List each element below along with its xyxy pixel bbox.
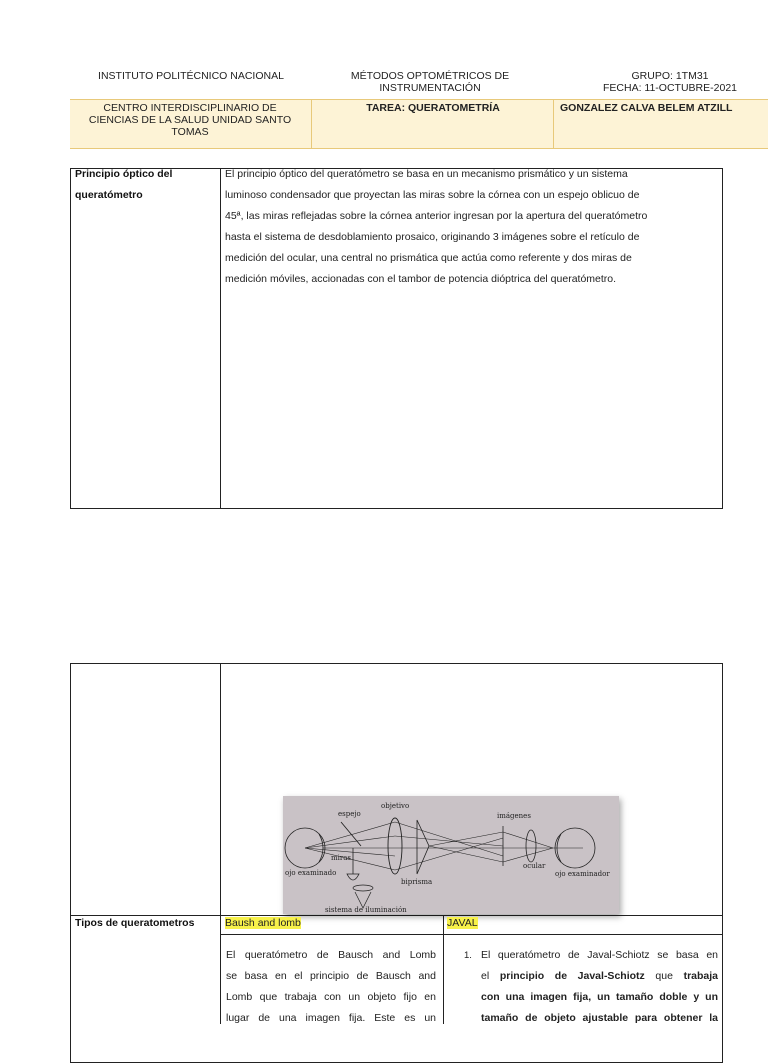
label-espejo: espejo xyxy=(338,810,361,818)
keratometer-diagram-svg xyxy=(283,796,619,914)
javal-text-span: el xyxy=(481,970,500,982)
band-center-line1: CENTRO INTERDISCIPLINARIO DE xyxy=(103,102,277,114)
header-subject xyxy=(315,70,545,94)
types-label: Tipos de queratometros xyxy=(75,917,195,929)
javal-text xyxy=(481,945,718,1029)
principle-line: El principio óptico del queratómetro se basa en un mecanismo prismático y un sistema xyxy=(225,168,628,180)
baush-line: El queratómetro de Bausch and Lomb xyxy=(226,949,436,961)
label-ojo-examinado: ojo examinado xyxy=(285,869,337,877)
label-iluminacion: sistema de iluminación xyxy=(325,906,407,914)
header-group: GRUPO: 1TM31 xyxy=(631,70,709,82)
javal-text-span: que xyxy=(644,970,684,982)
label-ojo-examinador: ojo examinador xyxy=(555,870,610,878)
javal-line: El queratómetro de Javal-Schiotz se basa en xyxy=(481,949,718,961)
principle-label-line1: Principio óptico del xyxy=(75,168,173,180)
principle-label-line2: queratómetro xyxy=(75,189,143,201)
band-center-line2: CIENCIAS DE LA SALUD UNIDAD SANTO xyxy=(88,114,292,126)
types-col2-title xyxy=(447,913,478,934)
label-ocular: ocular xyxy=(523,862,546,870)
javal-line: con una imagen fija, un tamaño doble y un xyxy=(481,991,718,1003)
label-biprisma: biprisma xyxy=(401,878,433,886)
principle-line: medición del ocular, una central no prismática que actúa como referente y dos miras de xyxy=(225,252,632,264)
javal-bold-span: trabaja xyxy=(683,970,719,982)
principle-text xyxy=(225,164,720,290)
band-divider xyxy=(553,100,554,148)
header-subject-line2: INSTRUMENTACIÓN xyxy=(379,82,481,94)
principle-line: luminoso condensador que proyectan las miras sobre la córnea con un espejo oblicuo de xyxy=(225,189,640,201)
label-objetivo: objetivo xyxy=(381,802,410,810)
types-table-divider xyxy=(220,663,221,1024)
baush-text xyxy=(226,945,436,1029)
label-miras: miras xyxy=(331,854,351,862)
types-subheader-divider xyxy=(220,934,723,935)
band-center-line3: TOMAS xyxy=(171,126,209,138)
header-date: FECHA: 11-OCTUBRE-2021 xyxy=(602,82,737,94)
javal-list-number: 1. xyxy=(464,950,472,961)
band-task: TAREA: QUERATOMETRÍA xyxy=(366,102,500,114)
principle-line: hasta el sistema de desdoblamiento prosaico, originando 3 imágenes sobre el retículo de xyxy=(225,231,640,243)
header-subject-line1: MÉTODOS OPTOMÉTRICOS DE xyxy=(350,70,510,82)
principle-table-divider xyxy=(220,168,221,509)
baush-line: Lomb que trabaja con un objeto fijo en xyxy=(226,991,436,1003)
types-col-divider xyxy=(443,915,444,1024)
javal-principle-span: principio de Javal-Schiotz xyxy=(499,970,645,982)
types-col1-title xyxy=(225,913,301,934)
javal-title: JAVAL xyxy=(447,917,478,929)
javal-line: tamaño de objeto ajustable para obtener la xyxy=(481,1012,718,1024)
label-imagenes: imágenes xyxy=(497,812,531,820)
baush-title: Baush and lomb xyxy=(225,917,301,929)
baush-line: lugar de una imagen fija. Este es un xyxy=(226,1012,436,1024)
javal-line xyxy=(481,966,718,987)
principle-line: 45ª, las miras reflejadas sobre la córnea anterior ingresan por la apertura del queratómetro xyxy=(225,210,648,222)
header-institution: INSTITUTO POLITÉCNICO NACIONAL xyxy=(98,70,284,82)
band-student: GONZALEZ CALVA BELEM ATZILL xyxy=(560,102,733,114)
header-group-date xyxy=(585,70,755,94)
principle-line: medición móviles, accionadas con el tambor de potencia dióptrica del queratómetro. xyxy=(225,273,617,285)
baush-line: se basa en el principio de Bausch and xyxy=(226,970,436,982)
principle-label xyxy=(75,164,217,206)
keratometer-diagram xyxy=(283,796,619,914)
band-center-name xyxy=(70,102,310,150)
header-band xyxy=(70,99,768,149)
